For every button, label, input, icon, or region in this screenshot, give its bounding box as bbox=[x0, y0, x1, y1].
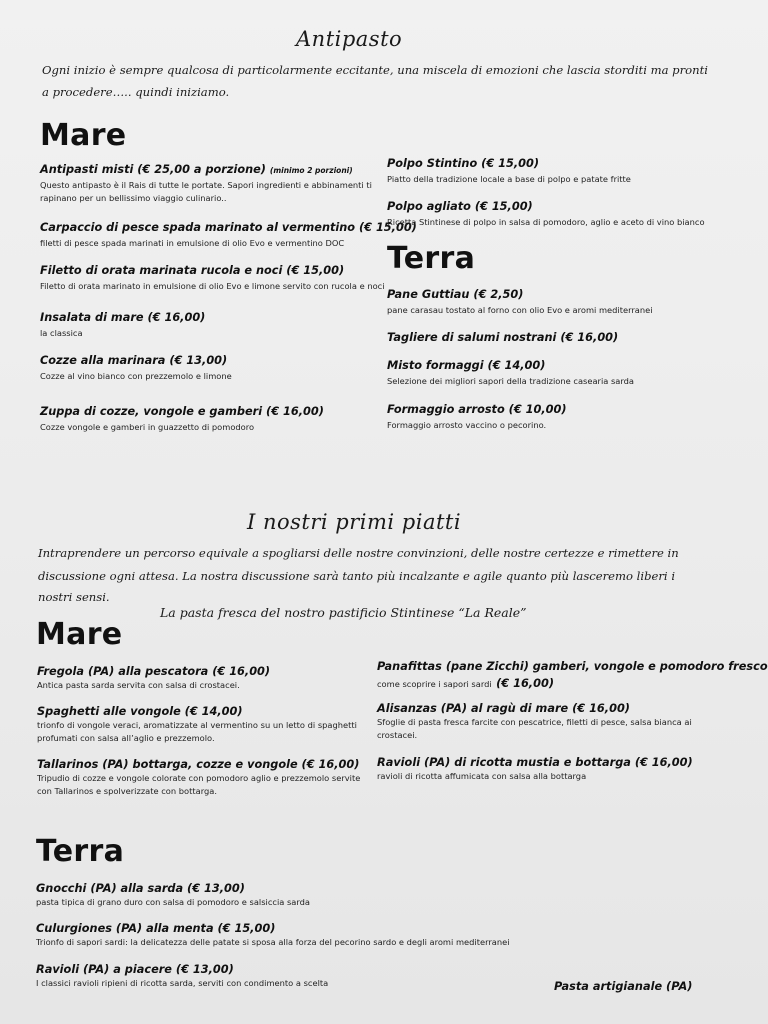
primi-title: I nostri primi piatti bbox=[247, 510, 462, 534]
item-name: Culurgiones (PA) alla menta (€ 15,00) bbox=[36, 922, 276, 935]
item-desc: crostacei. bbox=[377, 729, 418, 740]
item-desc: pasta tipica di grano duro con salsa di pomodoro e salsiccia sarda bbox=[36, 897, 311, 907]
primi-intro-line2: discussione ogni attesa. La nostra discussione sarà tanto più incalzante e agile quanto più lasceremo liberi i bbox=[38, 569, 676, 583]
item-name: Filetto di orata marinata rucola e noci (€ 15,00) bbox=[40, 264, 345, 277]
item-name: Fregola (PA) alla pescatora (€ 16,00) bbox=[37, 665, 271, 678]
item-desc: Filetto di orata marinato in emulsione di olio Evo e limone servito con rucola e noci bbox=[40, 281, 385, 291]
item-name: Gnocchi (PA) alla sarda (€ 13,00) bbox=[36, 882, 245, 895]
menu-item bbox=[40, 405, 324, 434]
item-name: Ravioli (PA) a piacere (€ 13,00) bbox=[36, 963, 234, 976]
item-desc: Cozze al vino bianco con prezzemolo e limone bbox=[40, 371, 232, 381]
primi-intro-line1: Intraprendere un percorso equivale a spogliarsi delle nostre convinzioni, delle nostre certezze e rimettere in bbox=[38, 546, 679, 560]
antipasto-title: Antipasto bbox=[296, 27, 403, 51]
menu-item bbox=[36, 922, 510, 949]
item-name: Carpaccio di pesce spada marinato al vermentino (€ 15,00) bbox=[40, 221, 417, 234]
item-name: Ravioli (PA) di ricotta mustia e bottarga (€ 16,00) bbox=[377, 756, 693, 769]
item-name: Insalata di mare (€ 16,00) bbox=[40, 311, 206, 324]
item-desc: Cozze vongole e gamberi in guazzetto di pomodoro bbox=[40, 422, 255, 432]
item-note: (minimo 2 porzioni) bbox=[269, 166, 353, 175]
item-name: Alisanzas (PA) al ragù di mare (€ 16,00) bbox=[377, 702, 630, 715]
item-desc: Tripudio di cozze e vongole colorate con pomodoro aglio e prezzemolo servite bbox=[37, 773, 361, 783]
item-desc: I classici ravioli ripieni di ricotta sarda, serviti con condimento a scelta bbox=[36, 978, 329, 988]
item-desc: Trionfo di sapori sardi: la delicatezza delle patate si sposa alla forza del pecorino sardo e degli aromi mediterranei bbox=[36, 937, 510, 947]
menu-item bbox=[387, 403, 567, 432]
item-desc: ravioli di ricotta affumicata con salsa alla bottarga bbox=[377, 771, 587, 781]
menu-item bbox=[387, 157, 631, 186]
item-price: (€ 16,00) bbox=[496, 677, 554, 690]
primi-terra-heading: Terra bbox=[36, 834, 125, 869]
item-desc: la classica bbox=[40, 328, 83, 338]
antipasto-intro-line1: Ogni inizio è sempre qualcosa di particolarmente eccitante, una miscela di emozioni che lascia storditi ma pronti bbox=[42, 63, 708, 77]
item-desc: filetti di pesce spada marinati in emulsione di olio Evo e vermentino DOC bbox=[40, 238, 345, 248]
item-desc: con Tallarinos e spolverizzate con bottarga. bbox=[37, 785, 217, 796]
menu-item bbox=[37, 705, 357, 744]
item-name: Polpo agliato (€ 15,00) bbox=[387, 200, 533, 213]
item-name: Tagliere di salumi nostrani (€ 16,00) bbox=[387, 331, 619, 344]
item-desc: Formaggio arrosto vaccino o pecorino. bbox=[387, 420, 547, 430]
item-desc: rapinano per un bellissimo viaggio culinario.. bbox=[40, 192, 227, 203]
primi-mare-heading: Mare bbox=[36, 617, 123, 652]
menu-item bbox=[36, 882, 310, 909]
item-name: Antipasti misti (€ 25,00 a porzione) bbox=[40, 163, 266, 176]
item-name: Formaggio arrosto (€ 10,00) bbox=[387, 403, 567, 416]
menu-item bbox=[387, 288, 653, 317]
primi-intro-line3: nostri sensi. bbox=[38, 590, 110, 604]
menu-item bbox=[387, 331, 618, 344]
item-desc: Piatto della tradizione locale a base di polpo e patate fritte bbox=[387, 174, 631, 184]
menu-item bbox=[387, 200, 705, 229]
primi-subtitle: La pasta fresca del nostro pastificio Stintinese “La Reale” bbox=[160, 605, 527, 620]
item-name: Tallarinos (PA) bottarga, cozze e vongole (€ 16,00) bbox=[37, 758, 360, 771]
item-desc: Questo antipasto è il Rais di tutte le portate. Sapori ingredienti e abbinamenti ti bbox=[40, 180, 372, 190]
item-desc: Ricetta Stintinese di polpo in salsa di pomodoro, aglio e aceto di vino bianco bbox=[387, 217, 705, 227]
menu-item bbox=[40, 354, 232, 383]
menu-item bbox=[377, 756, 693, 783]
antipasto-terra-heading: Terra bbox=[387, 241, 476, 276]
item-desc: Sfoglie di pasta fresca farcite con pescatrice, filetti di pesce, salsa bianca ai bbox=[377, 717, 692, 727]
footnote: Pasta artigianale (PA) bbox=[554, 980, 693, 993]
item-name: Cozze alla marinara (€ 13,00) bbox=[40, 354, 228, 367]
item-name: Panafittas (pane Zicchi) gamberi, vongole e pomodoro fresco bbox=[377, 660, 768, 673]
item-name: Misto formaggi (€ 14,00) bbox=[387, 359, 546, 372]
menu-item bbox=[40, 221, 417, 250]
antipasto-mare-heading: Mare bbox=[40, 118, 127, 153]
item-name: Polpo Stintino (€ 15,00) bbox=[387, 157, 540, 170]
menu-item bbox=[40, 163, 372, 204]
menu-item bbox=[387, 359, 634, 388]
item-name: Spaghetti alle vongole (€ 14,00) bbox=[37, 705, 243, 718]
menu-item bbox=[37, 665, 270, 692]
antipasto-intro-line2: a procedere….. quindi iniziamo. bbox=[42, 85, 230, 99]
menu-item bbox=[377, 702, 692, 741]
menu-item bbox=[36, 963, 328, 990]
item-desc: profumati con salsa all’aglio e prezzemolo. bbox=[37, 732, 215, 743]
item-desc: Selezione dei migliori sapori della tradizione casearia sarda bbox=[387, 376, 635, 386]
item-desc: come scoprire i sapori sardi bbox=[377, 679, 492, 689]
menu-item bbox=[40, 311, 205, 340]
menu-item bbox=[40, 264, 385, 293]
menu-item bbox=[377, 660, 768, 692]
item-desc: pane carasau tostato al forno con olio Evo e aromi mediterranei bbox=[387, 305, 653, 315]
menu-item bbox=[37, 758, 360, 797]
item-desc: Antica pasta sarda servita con salsa di crostacei. bbox=[37, 680, 240, 690]
item-name: Zuppa di cozze, vongole e gamberi (€ 16,00) bbox=[40, 405, 324, 418]
item-desc: trionfo di vongole veraci, aromatizzate al vermentino su un letto di spaghetti bbox=[37, 720, 357, 730]
item-name: Pane Guttiau (€ 2,50) bbox=[387, 288, 524, 301]
